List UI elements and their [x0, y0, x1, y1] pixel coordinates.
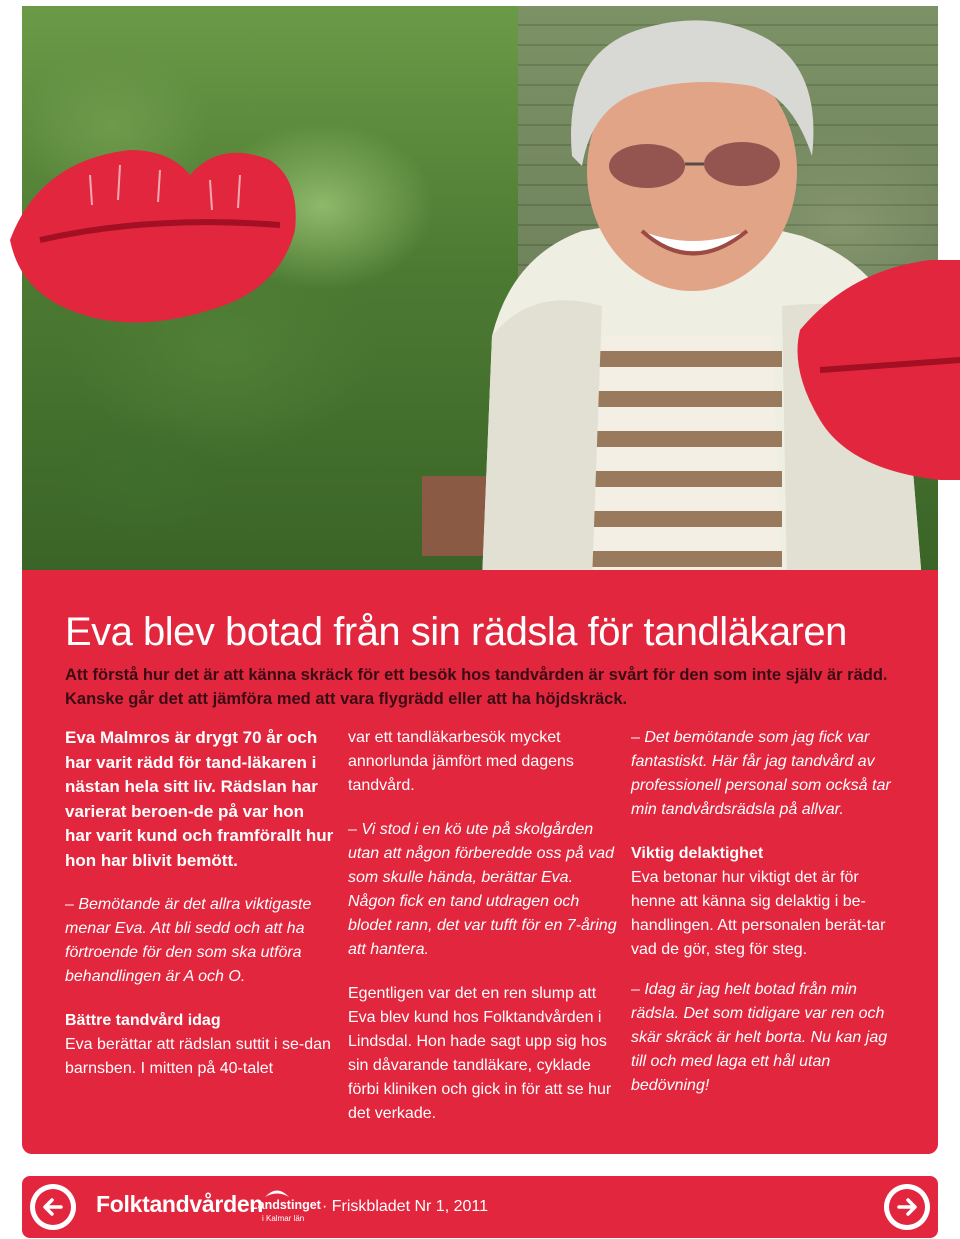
column-2-quote: – Vi stod i en kö ute på skolgården utan att någon förberedde oss på vad som skulle hända, berättar Eva. Någon fick en tand utdragen och blodet rann, det var tufft för en 7-åring att hantera.	[348, 821, 617, 958]
next-page-button[interactable]	[884, 1184, 930, 1230]
column-3-subheading: Viktig delaktighet	[631, 845, 764, 862]
column-2-text-2: Egentligen var det en ren slump att Eva blev kund hos Folktandvården i Lindsdal. Hon hade sagt upp sig hos sin dåvarande tandläkare, cyklade förbi kliniken och gick in för att se hur det verkade.	[348, 985, 612, 1122]
footer-bar	[22, 1176, 938, 1238]
arrow-left-icon	[35, 1189, 71, 1225]
article-column-2	[348, 726, 618, 1126]
article-column-1	[65, 726, 335, 1081]
county-name: Landstinget	[250, 1198, 321, 1212]
column-3-quote-2: – Idag är jag helt botad från min rädsla. Det som tidigare var ren och skär skräck är helt borta. Nu kan jag till och med laga ett hål utan bedövning!	[631, 981, 888, 1094]
arrow-right-icon	[889, 1189, 925, 1225]
column-3-quote-1: – Det bemötande som jag fick var fantastiskt. Här får jag tandvård av professionell personal som också tar min tandvårdsrädsla på allvar.	[631, 729, 891, 818]
lips-left-decoration	[0, 120, 305, 340]
article-column-3	[631, 726, 901, 1098]
column-3-text: Eva betonar hur viktigt det är för henne att känna sig delaktig i be-handlingen. Att personalen berät-tar vad de gör, steg för steg.	[631, 869, 886, 958]
issue-label: · Friskbladet Nr 1, 2011	[322, 1198, 488, 1215]
column-2-text-1: var ett tandläkarbesök mycket annorlunda jämfört med dagens tandvård.	[348, 729, 574, 794]
county-subtitle: i Kalmar län	[262, 1214, 305, 1223]
article-intro: Att förstå hur det är att känna skräck för ett besök hos tandvården är svårt för den som inte själv är rädd. Kanske går det att jämföra med att vara flygrädd eller att ha höjdskräck.	[65, 666, 888, 708]
county-emblem-icon	[264, 1186, 290, 1198]
previous-page-button[interactable]	[30, 1184, 76, 1230]
folktandvarden-logo: Folktandvården	[96, 1191, 264, 1217]
lips-right-decoration	[790, 250, 960, 480]
article-headline: Eva blev botad från sin rädsla för tandläkaren	[65, 610, 847, 654]
column-1-subheading: Bättre tandvård idag	[65, 1012, 221, 1029]
column-1-text: Eva berättar att rädslan suttit i se-dan barnsben. I mitten på 40-talet	[65, 1036, 331, 1077]
landstinget-logo	[250, 1186, 321, 1230]
column-1-lead: Eva Malmros är drygt 70 år och har varit rädd för tand-läkaren i nästan hela sitt liv. Rädslan har varierat beroen-de på var hon har varit kund och framförallt hur hon har blivit bemött.	[65, 728, 334, 870]
column-1-quote: – Bemötande är det allra viktigaste menar Eva. Att bli sedd och att ha förtroende för den som ska utföra behandlingen är A och O.	[65, 896, 312, 985]
